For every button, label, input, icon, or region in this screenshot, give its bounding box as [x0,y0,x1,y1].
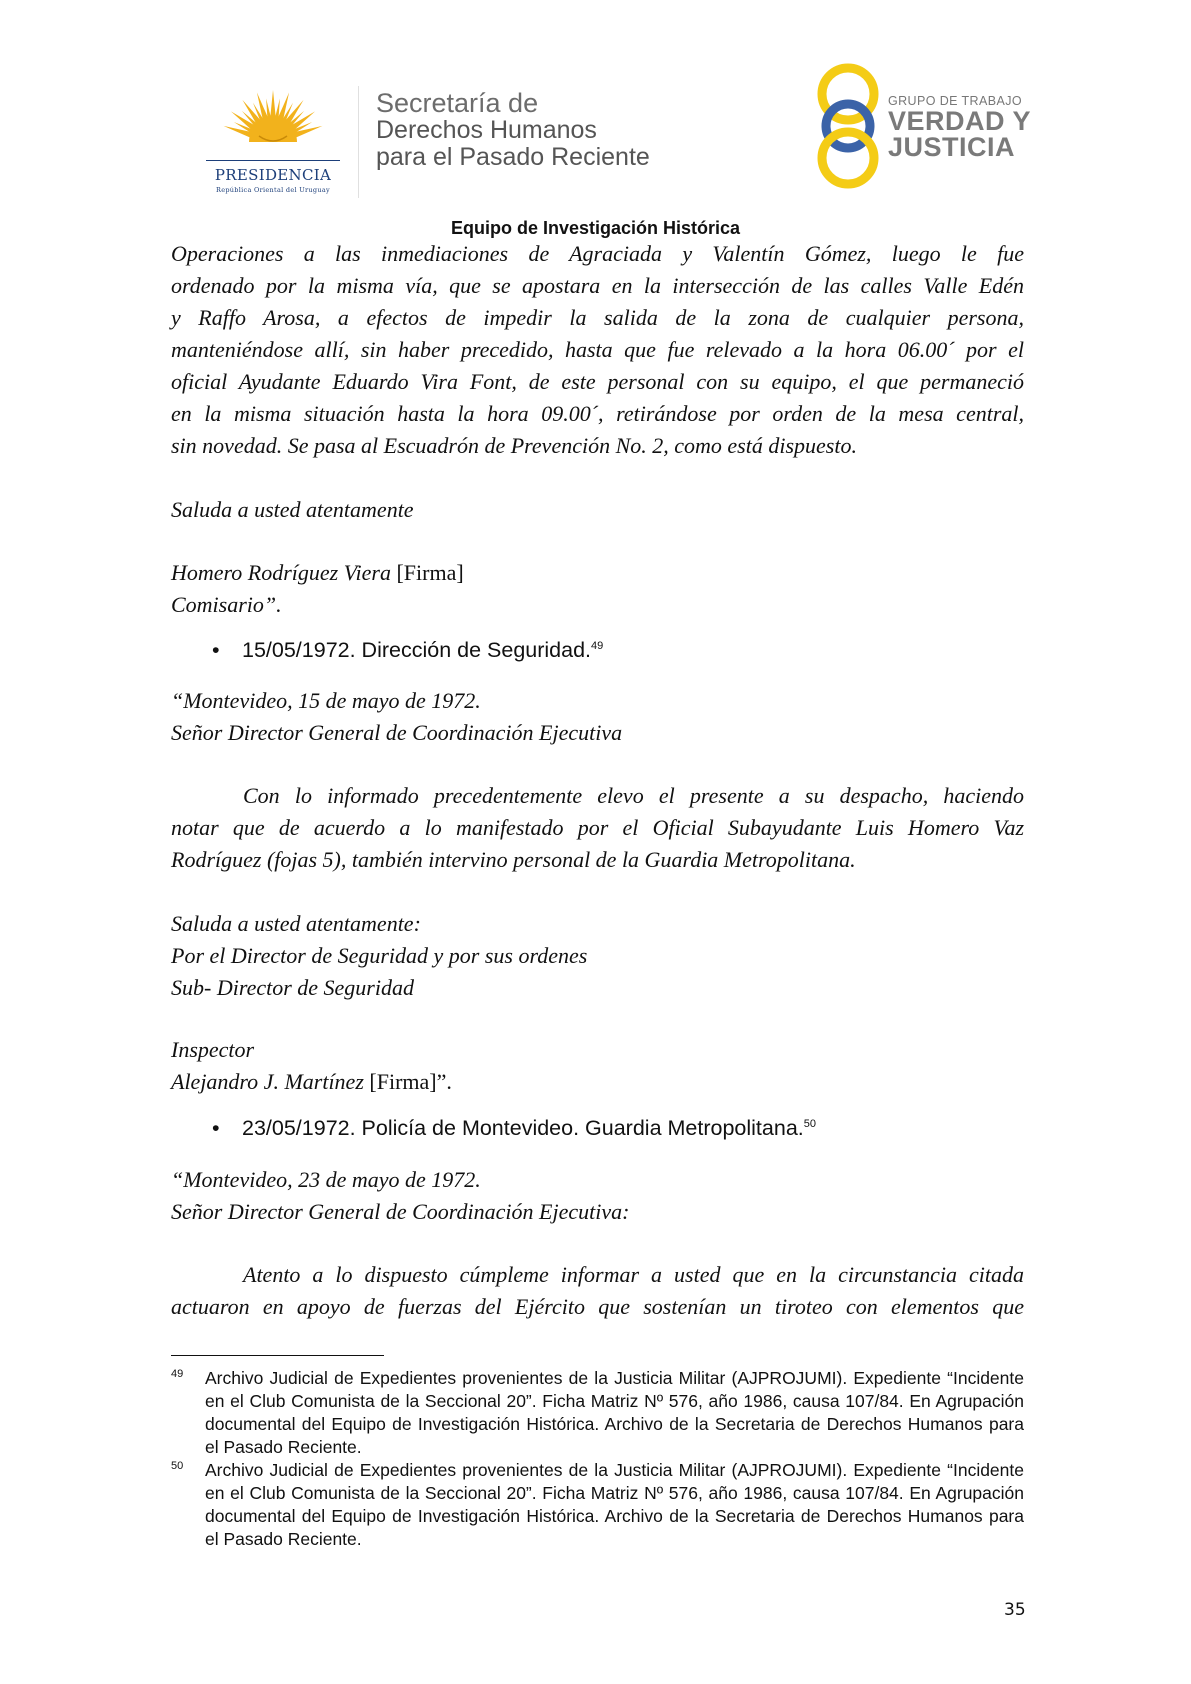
footnote-ref: 49 [591,639,604,652]
document-2-closing [171,908,1024,1004]
firma-marker: [Firma] [396,560,464,585]
footnote-number: 49 [171,1368,184,1380]
firma-marker: [Firma]”. [369,1069,452,1094]
text-line: ordenado por la misma vía, que se apostara en la intersección de las calles Valle Edén [171,273,1024,298]
presidencia-subtitle: República Oriental del Uruguay [216,186,330,194]
closing-line: Saluda a usted atentamente: [171,911,421,936]
bullet-text: 23/05/1972. Policía de Montevideo. Guardia Metropolitana. [242,1116,804,1140]
bullet-icon: • [212,1116,220,1140]
footnote-ref: 50 [803,1117,817,1130]
text-line: y Raffo Arosa, a efectos de impedir la salida de la zona de cualquier persona, [171,305,1024,330]
page-number: 35 [1004,1600,1026,1620]
document-date: “Montevideo, 15 de mayo de 1972. [171,688,481,713]
bullet-text: 15/05/1972. Dirección de Seguridad. [242,638,592,662]
secretaria-line2: Derechos Humanos [376,116,597,144]
text-line: en la misma situación hasta la hora 09.00´, retirándose por orden de la mesa central, [171,401,1024,426]
document-recipient: Señor Director General de Coordinación Ejecutiva [171,720,623,745]
text-line: manteniéndose allí, sin haber precedido, hasta que fue relevado a la hora 06.00´ por el [171,337,1024,362]
signer-title: Comisario”. [171,592,282,617]
signer-name: Alejandro J. Martínez [171,1069,364,1094]
text-line: Atento a lo dispuesto cúmpleme informar a usted que en la circunstancia citada [243,1262,1024,1287]
text-line: oficial Ayudante Eduardo Vira Font, de este personal con su equipo, el que permaneció [171,369,1024,394]
secretaria-logo-text [376,90,650,171]
team-heading: Equipo de Investigación Histórica [450,218,741,238]
footnote-text: Archivo Judicial de Expedientes provenientes de la Justicia Militar (AJPROJUMI). Expediente “Incidente en el Club Comunista de la Seccional 20”. Ficha Matriz Nº 576, año 1986, causa 107/84. En Agrupación documental del Equipo de Investigación Histórica. Archivo de la Secretaria de Derechos Humanos para el Pasado Reciente. [205,1368,1024,1457]
document-2-header [171,685,1024,749]
text-line: notar que de acuerdo a lo manifestado por el Oficial Subayudante Luis Homero Vaz [171,815,1024,840]
grupo-line1: GRUPO DE TRABAJO [888,94,1022,108]
footnote-number: 50 [171,1460,184,1472]
document-2-body [171,780,1024,876]
secretaria-line3: para el Pasado Reciente [376,143,650,171]
presidencia-title: PRESIDENCIA [214,166,332,184]
signature-block-2 [171,1034,1024,1098]
footnote-49 [171,1367,1024,1459]
signature-line [171,1066,1024,1098]
text-line: sin novedad. Se pasa al Escuadrón de Prevención No. 2, como está dispuesto. [171,433,857,458]
signature-line [171,557,1024,589]
header-divider [358,86,359,198]
bullet-icon: • [212,638,220,662]
closing-line: Sub- Director de Seguridad [171,975,414,1000]
grupo-logo-text [888,94,1031,160]
signature-block-1 [171,557,1024,621]
text-line: Rodríguez (fojas 5), también intervino personal de la Guardia Metropolitana. [171,847,856,872]
grupo-line3: JUSTICIA [888,132,1016,162]
text-line: Operaciones a las inmediaciones de Agraciada y Valentín Gómez, luego le fue [171,241,1024,266]
signer-name: Homero Rodríguez Viera [171,560,391,585]
document-3-header [171,1164,1024,1228]
verdad-justicia-rings-icon [810,60,890,190]
document-date: “Montevideo, 23 de mayo de 1972. [171,1167,481,1192]
document-3-body [171,1259,1024,1323]
bullet-item-2 [212,1116,816,1141]
secretaria-line1: Secretaría de [376,88,539,118]
sun-icon [198,80,348,162]
presidencia-logo [198,80,348,210]
closing-line: Por el Director de Seguridad y por sus ordenes [171,943,588,968]
grupo-line2: VERDAD Y [888,106,1032,136]
footnote-text: Archivo Judicial de Expedientes provenientes de la Justicia Militar (AJPROJUMI). Expediente “Incidente en el Club Comunista de la Seccional 20”. Ficha Matriz Nº 576, año 1986, causa 107/84. En Agrupación documental del Equipo de Investigación Histórica. Archivo de la Secretaria de Derechos Humanos para el Pasado Reciente. [205,1460,1024,1549]
footnote-separator [171,1355,384,1356]
salutation: Saluda a usted atentamente [171,497,414,522]
bullet-item-1 [212,638,603,663]
document-recipient: Señor Director General de Coordinación Ejecutiva: [171,1199,630,1224]
signer-rank: Inspector [171,1037,255,1062]
text-line: actuaron en apoyo de fuerzas del Ejército que sostenían un tiroteo con elementos que [171,1294,1024,1319]
footnote-50 [171,1459,1024,1551]
presidencia-rule [206,160,340,161]
paragraph-operations [171,238,1024,462]
page-header [0,60,1191,200]
text-line: Con lo informado precedentemente elevo el presente a su despacho, haciendo [243,783,1024,808]
